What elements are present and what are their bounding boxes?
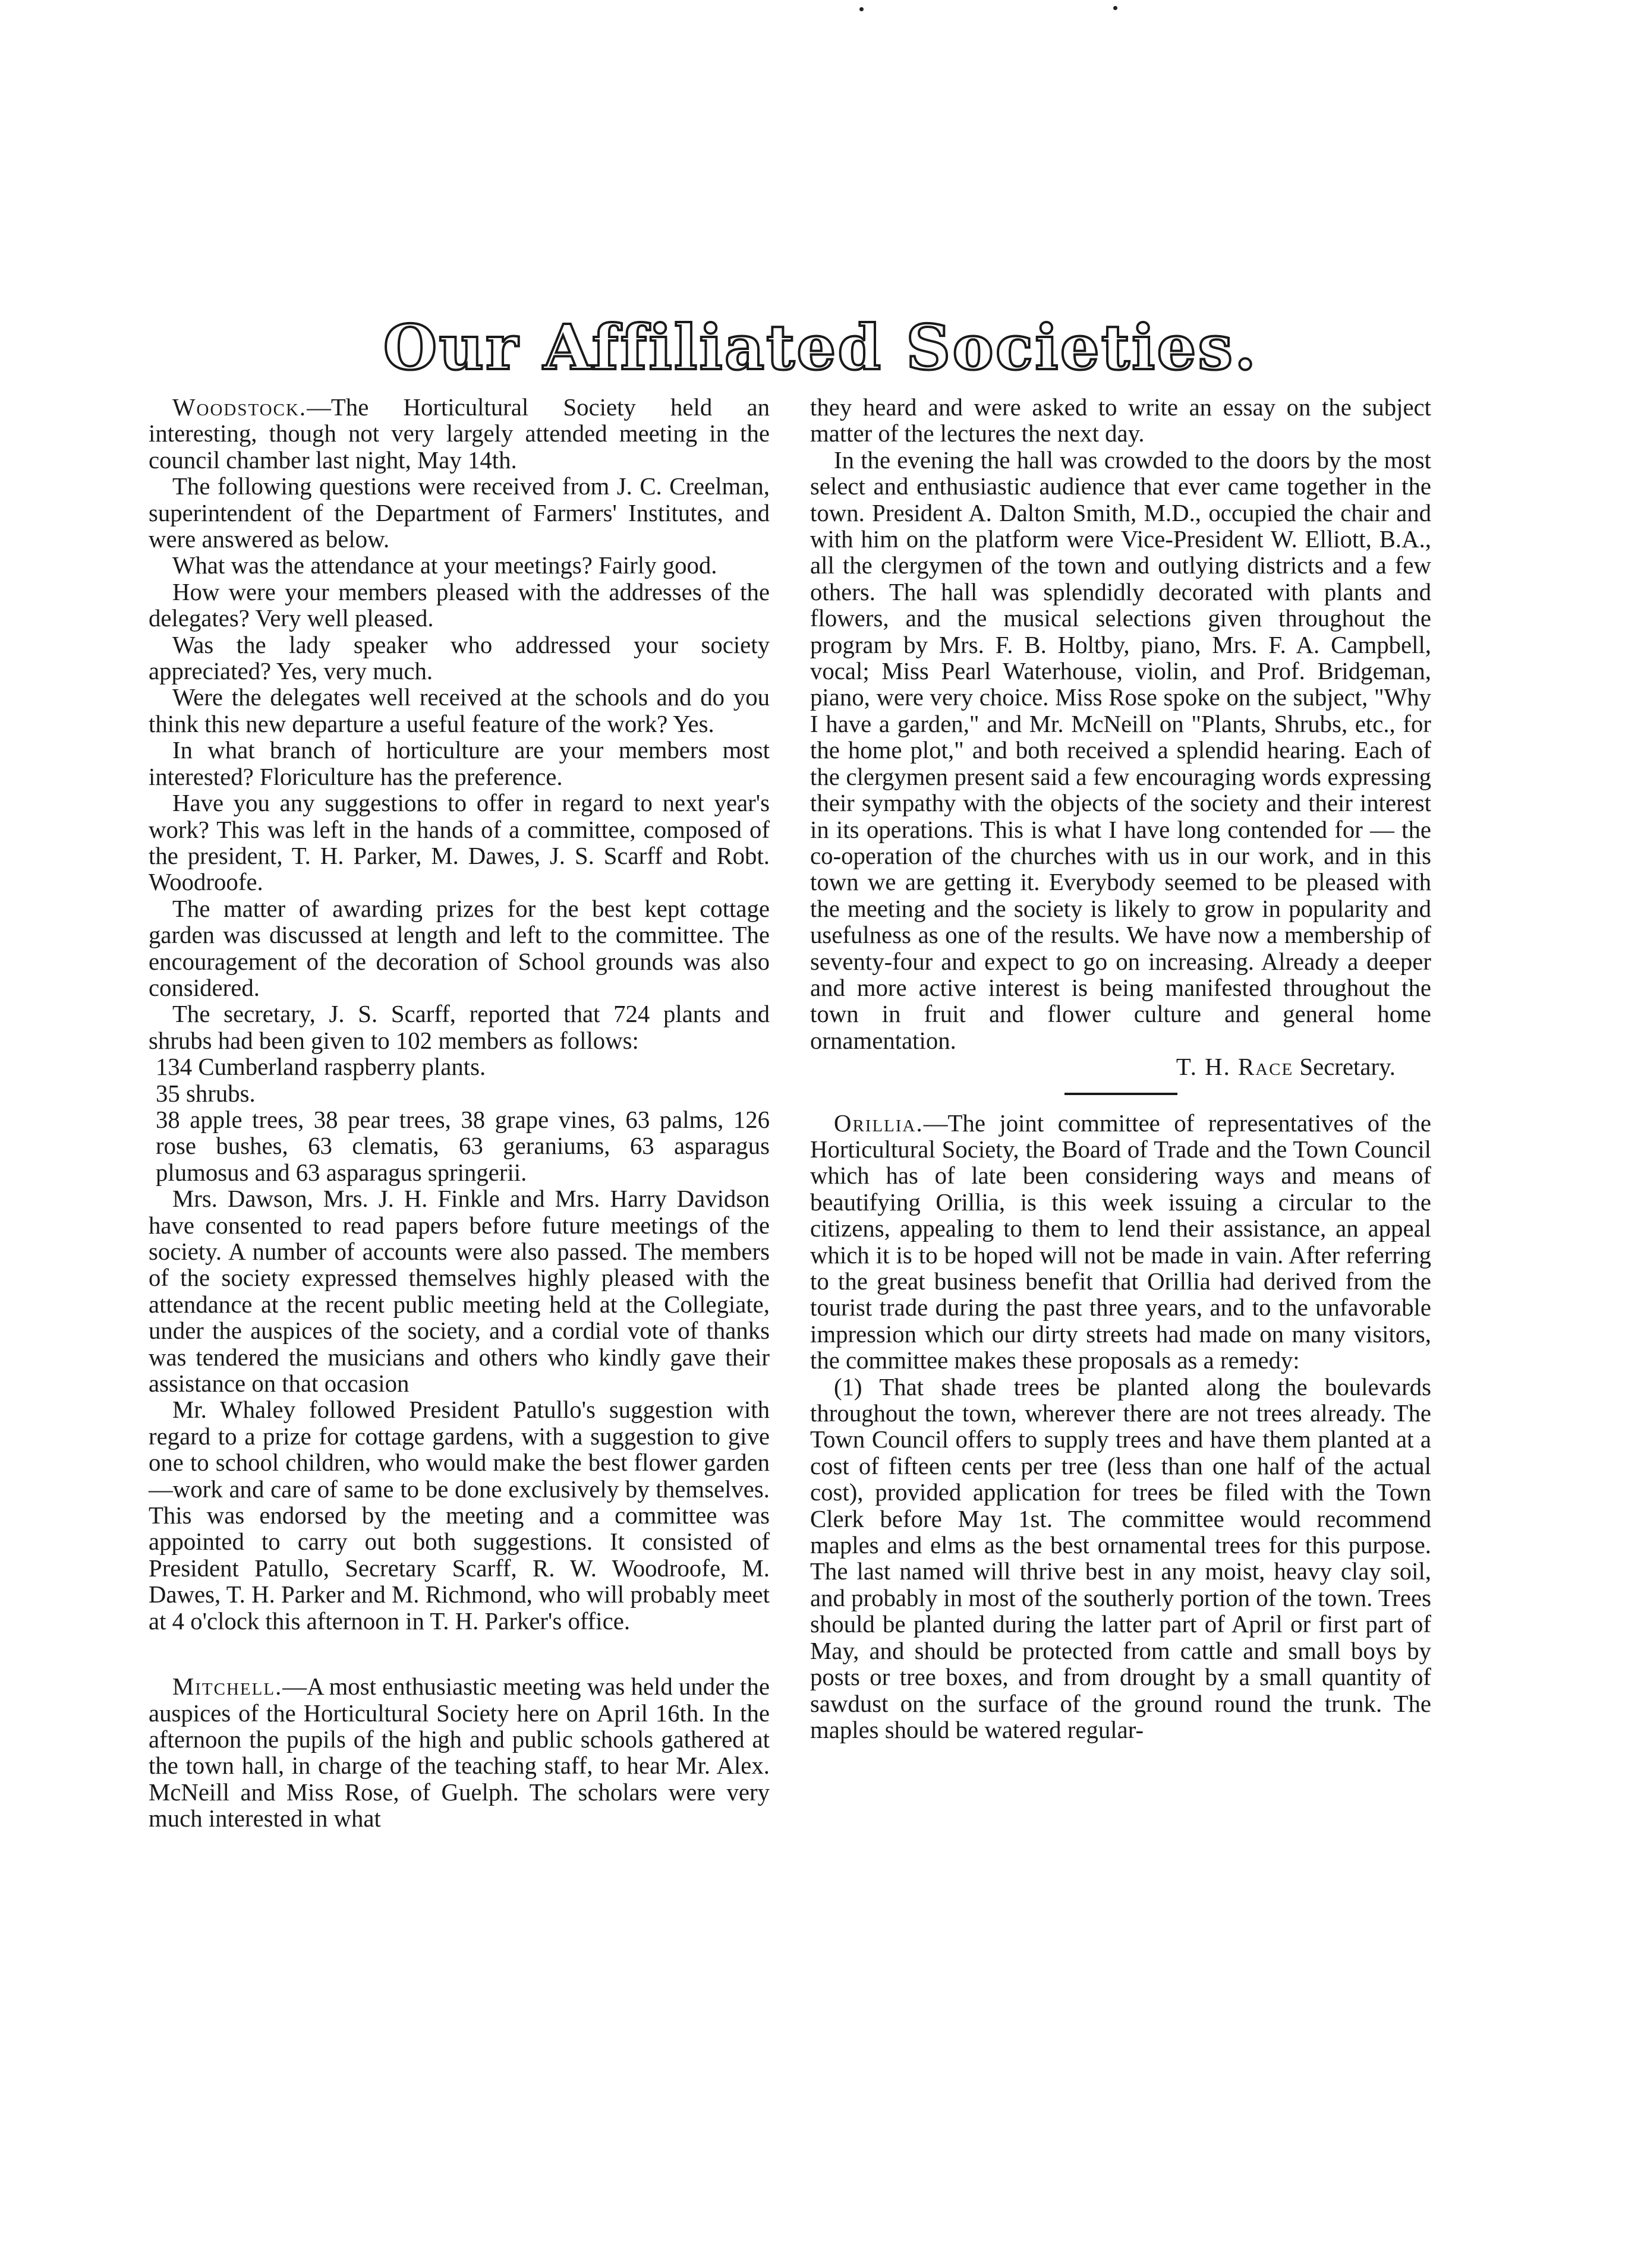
signature <box>810 1054 1431 1080</box>
list-item: 35 shrubs. <box>156 1080 256 1107</box>
paragraph: The following questions were received from J. C. Creelman, superintendent of the Department of Farmers' Institutes, and were answered as below. <box>149 473 770 553</box>
town-name-mitchell: Mitchell. <box>172 1673 283 1701</box>
list-item: 134 Cumberland raspberry plants. <box>156 1053 486 1081</box>
article-mitchell-intro: Mitchell.—A most enthusiastic meeting was held under the auspices of the Horticultural Society here on April 16th. In the afternoon the pupils of the high and public schools gathered at the town hall, in charge of the teaching staff, to hear Mr. Alex. McNeill and Miss Rose, of Guelph. The scholars were very much interested in what <box>149 1673 770 1832</box>
print-speck <box>859 7 864 11</box>
signature-title: Secretary. <box>1299 1053 1396 1081</box>
town-name-orillia: Orillia. <box>834 1109 924 1137</box>
paragraph: The matter of awarding prizes for the best kept cottage garden was discussed at length and left to the committee. The encouragement of the decoration of School grounds was also considered. <box>149 895 770 1001</box>
town-name-woodstock: Woodstock. <box>172 394 307 421</box>
question-answer: Have you any suggestions to offer in regard to next year's work? This was left in the hands of a committee, composed of the president, T. H. Parker, M. Dawes, J. S. Scarff and Robt. Woodroofe. <box>149 790 770 896</box>
question-answer: Were the delegates well received at the schools and do you think this new departure a useful feature of the work? Yes. <box>149 684 770 737</box>
paragraph: Mr. Whaley followed President Patullo's suggestion with regard to a prize for cottage gardens, with a suggestion to give one to school children, who would make the best flower garden—work and care of same to be done exclusively by themselves. This was endorsed by the meeting and a committee was appointed to carry out both suggestions. It consisted of President Patullo, Secretary Scarff, R. W. Woodroofe, M. Dawes, T. H. Parker and M. Richmond, who will probably meet at 4 o'clock this afternoon in T. H. Parker's office. <box>149 1396 770 1635</box>
question-answer: What was the attendance at your meetings? Fairly good. <box>172 552 717 579</box>
article-woodstock-intro: Woodstock.—The Horticultural Society held an interesting, though not very largely attended meeting in the council chamber last night, May 14th. <box>149 394 770 474</box>
paragraph: In the evening the hall was crowded to the doors by the most select and enthusiastic audience that ever came together in the town. President A. Dalton Smith, M.D., occupied the chair and with him on the platform were Vice-President W. Elliott, B.A., all the clergymen of the town and outlying districts and a few others. The hall was splendidly decorated with plants and flowers, and the musical selections given throughout the program by Mrs. F. B. Holtby, piano, Mrs. F. A. Campbell, vocal; Miss Pearl Waterhouse, violin, and Prof. Bridgeman, piano, were very choice. Miss Rose spoke on the subject, "Why I have a garden," and Mr. McNeill on "Plants, Shrubs, etc., for the home plot," and both received a splendid hearing. Each of the clergymen present said a few encouraging words expressing their sympathy with the objects of the society and their interest in its operations. This is what I have long contended for — the co-operation of the churches with us in our work, and in this town we are getting it. Everybody seemed to be pleased with the meeting and the society is likely to grow in popularity and usefulness as one of the results. We have now a membership of seventy-four and expect to go on increasing. Already a deeper and more active interest is being manifested throughout the town in fruit and flower culture and general home ornamentation. <box>810 446 1431 1054</box>
list-item: 38 apple trees, 38 pear trees, 38 grape vines, 63 palms, 126 rose bushes, 63 clematis, 63 geraniums, 63 asparagus plumosus and 63 asparagus springerii. <box>156 1106 770 1186</box>
question-answer: In what branch of horticulture are your members most interested? Floriculture has the preference. <box>149 737 770 790</box>
paragraph-continued: they heard and were asked to write an essay on the subject matter of the lectures the next day. <box>810 394 1431 447</box>
question-answer: How were your members pleased with the addresses of the delegates? Very well pleased. <box>149 578 770 632</box>
right-column <box>810 395 1431 1743</box>
paragraph: The secretary, J. S. Scarff, reported that 724 plants and shrubs had been given to 102 members as follows: <box>149 1001 770 1054</box>
page-title: Our Affiliated Societies. <box>383 311 1258 384</box>
section-divider-rule <box>1064 1093 1177 1095</box>
left-column <box>149 395 770 1832</box>
paragraph: (1) That shade trees be planted along the boulevards throughout the town, wherever there are not trees already. The Town Council offers to supply trees and have them planted at a cost of fifteen cents per tree (less than one half of the actual cost), provided application for trees be filed with the Town Clerk before May 1st. The committee would recommend maples and elms as the best ornamental trees for this purpose. The last named will thrive best in any moist, heavy clay soil, and probably in most of the southerly portion of the town. Trees should be planted during the latter part of April or first part of May, and should be protected from cattle and small boys by posts or tree boxes, and from drought by a small quantity of sawdust on the surface of the ground round the trunk. The maples should be watered regular- <box>810 1373 1431 1743</box>
question-answer: Was the lady speaker who addressed your society appreciated? Yes, very much. <box>149 631 770 685</box>
article-orillia-intro: Orillia.—The joint committee of representatives of the Horticultural Society, the Board of Trade and the Town Council which has of late been considering ways and means of beautifying Orillia, is this week issuing a circular to the citizens, appealing to them to lend their assistance, an appeal which it is to be hoped will not be made in vain. After referring to the great business benefit that Orillia had derived from the tourist trade during the past three years, and to the unfavorable impression which our dirty streets had made on many visitors, the committee makes these proposals as a remedy: <box>810 1109 1431 1374</box>
signature-name: T. H. Race <box>1176 1053 1294 1081</box>
article-separator <box>149 1635 770 1674</box>
print-speck <box>1113 6 1117 10</box>
paragraph: Mrs. Dawson, Mrs. J. H. Finkle and Mrs. Harry Davidson have consented to read papers before future meetings of the society. A number of accounts were also passed. The members of the society expressed themselves highly pleased with the attendance at the recent public meeting held at the Collegiate, under the auspices of the society, and a cordial vote of thanks was tendered the musicians and others who kindly gave their assistance on that occasion <box>149 1185 770 1398</box>
